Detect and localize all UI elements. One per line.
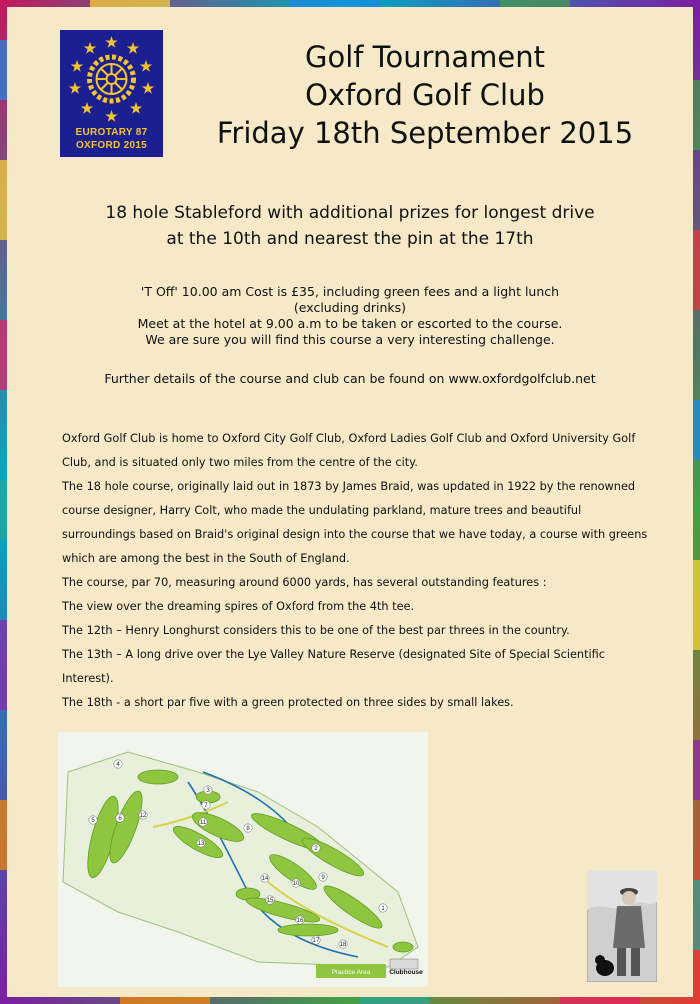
hole-number: 13 (197, 841, 205, 847)
hole-number: 12 (139, 813, 147, 819)
details-line-1: 'T Off' 10.00 am Cost is £35, including green fees and a light lunch (140, 284, 560, 299)
paragraph-13th: The 13th – A long drive over the Lye Valley Nature Reserve (designated Site of Special Scientific Interest). (62, 648, 605, 685)
subtitle (40, 200, 660, 252)
logo-line-1: EUROTARY 87 (75, 127, 148, 138)
hole-number: 17 (312, 938, 320, 944)
title-line-3: Friday 18th September 2015 (216, 116, 634, 150)
hole-number: 14 (261, 876, 269, 882)
hole-number: 7 (204, 803, 208, 809)
hole-number: 9 (321, 875, 325, 881)
hole-number: 2 (314, 846, 318, 852)
paragraph-18th: The 18th - a short par five with a green protected on three sides by small lakes. (62, 696, 514, 709)
subtitle-line-2: at the 10th and nearest the pin at the 17th (166, 229, 534, 249)
logo-line-2: OXFORD 2015 (75, 140, 148, 151)
hole-number: 5 (91, 818, 95, 824)
hole-number: 16 (296, 918, 304, 924)
hole-number: 4 (116, 762, 120, 768)
details-line-2: (excluding drinks) (293, 300, 407, 315)
title-line-1: Golf Tournament (304, 40, 545, 74)
paragraph-history: The 18 hole course, originally laid out in 1873 by James Braid, was updated in 1922 by the renowned course designer, Harry Colt, who made the undulating parkland, mature trees and beautiful surroundings based on Braid's original design into the course that we have today, a course with greens which are among the best in the South of England. (62, 480, 648, 565)
harry-colt-photo (587, 870, 657, 982)
page-title (180, 38, 670, 152)
hole-number: 10 (292, 881, 300, 887)
course-map (58, 732, 428, 987)
hole-number: 1 (381, 906, 385, 912)
eurotary-logo (60, 30, 163, 157)
details-line-4: We are sure you will find this course a very interesting challenge. (145, 332, 555, 347)
further-details: Further details of the course and club can be found on www.oxfordgolfclub.net (104, 371, 596, 386)
rotary-wheel-icon (60, 30, 163, 125)
event-details (40, 284, 660, 348)
paragraph-features: The course, par 70, measuring around 6000 yards, has several outstanding features : (62, 576, 547, 589)
details-line-3: Meet at the hotel at 9.00 a.m to be taken or escorted to the course. (137, 316, 563, 331)
practice-area-label: Practice Area (331, 969, 371, 976)
hole-number: 15 (266, 898, 274, 904)
hole-number: 8 (246, 826, 250, 832)
paragraph-4th-tee: The view over the dreaming spires of Oxford from the 4th tee. (62, 600, 415, 613)
club-description (62, 427, 652, 715)
paragraph-club: Oxford Golf Club is home to Oxford City Golf Club, Oxford Ladies Golf Club and Oxford University Golf Club, and is situated only two miles from the centre of the city. (62, 432, 636, 469)
hole-number: 3 (206, 788, 210, 794)
paragraph-12th: The 12th – Henry Longhurst considers this to be one of the best par threes in the country. (62, 624, 570, 637)
hole-number: 6 (118, 816, 122, 822)
hole-number: 18 (339, 942, 347, 948)
hole-number: 11 (199, 820, 207, 826)
title-line-2: Oxford Golf Club (305, 78, 545, 112)
subtitle-line-1: 18 hole Stableford with additional prizes for longest drive (105, 203, 595, 223)
clubhouse-label: Clubhouse (389, 969, 423, 976)
